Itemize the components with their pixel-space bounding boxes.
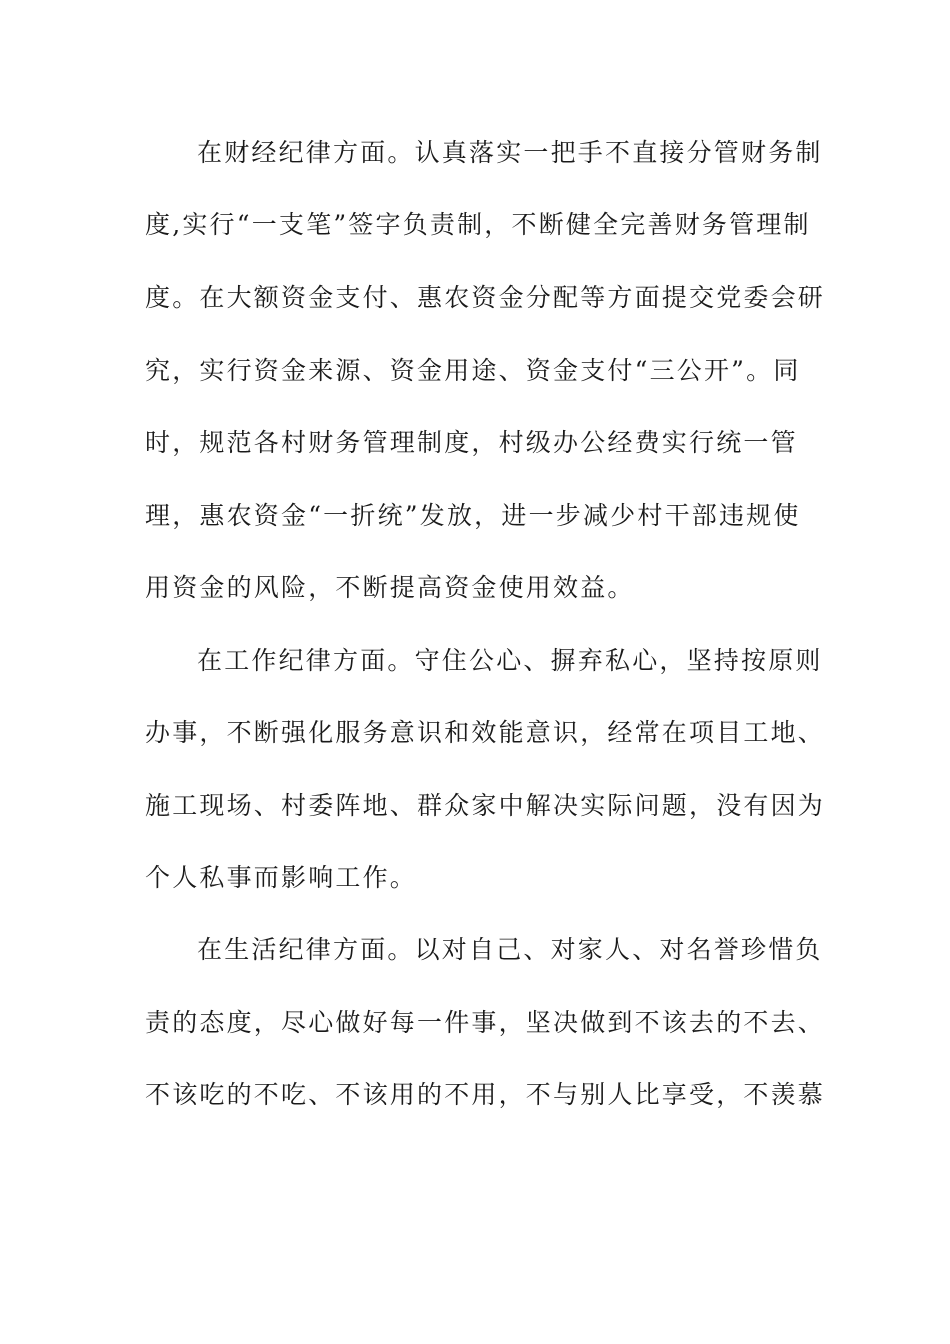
- text-line-7: 用资金的风险，不断提高资金使用效益。: [145, 573, 635, 602]
- text-line-4: 究，实行资金来源、资金用途、资金支付“三公开”。同: [145, 356, 801, 385]
- text-line-9: 办事，不断强化服务意识和效能意识，经常在项目工地、: [145, 718, 826, 747]
- text-line-2: 度,实行“一支笔”签字负责制，不断健全完善财务管理制: [145, 210, 811, 239]
- text-line-1: 在财经纪律方面。认真落实一把手不直接分管财务制: [197, 138, 823, 167]
- text-line-14: 不该吃的不吃、不该用的不用，不与别人比享受，不羡慕: [145, 1080, 826, 1109]
- text-line-8: 在工作纪律方面。守住公心、摒弃私心，坚持按原则: [197, 646, 823, 675]
- text-line-10: 施工现场、村委阵地、群众家中解决实际问题，没有因为: [145, 791, 826, 820]
- text-line-11: 个人私事而影响工作。: [145, 863, 418, 892]
- text-line-5: 时，规范各村财务管理制度，村级办公经费实行统一管: [145, 428, 798, 457]
- text-line-13: 责的态度，尽心做好每一件事，坚决做到不该去的不去、: [145, 1008, 826, 1037]
- text-line-3: 度。在大额资金支付、惠农资金分配等方面提交党委会研: [145, 283, 826, 312]
- text-line-12: 在生活纪律方面。以对自己、对家人、对名誉珍惜负: [197, 935, 823, 964]
- text-line-6: 理，惠农资金“一折统”发放，进一步减少村干部违规使: [145, 501, 801, 530]
